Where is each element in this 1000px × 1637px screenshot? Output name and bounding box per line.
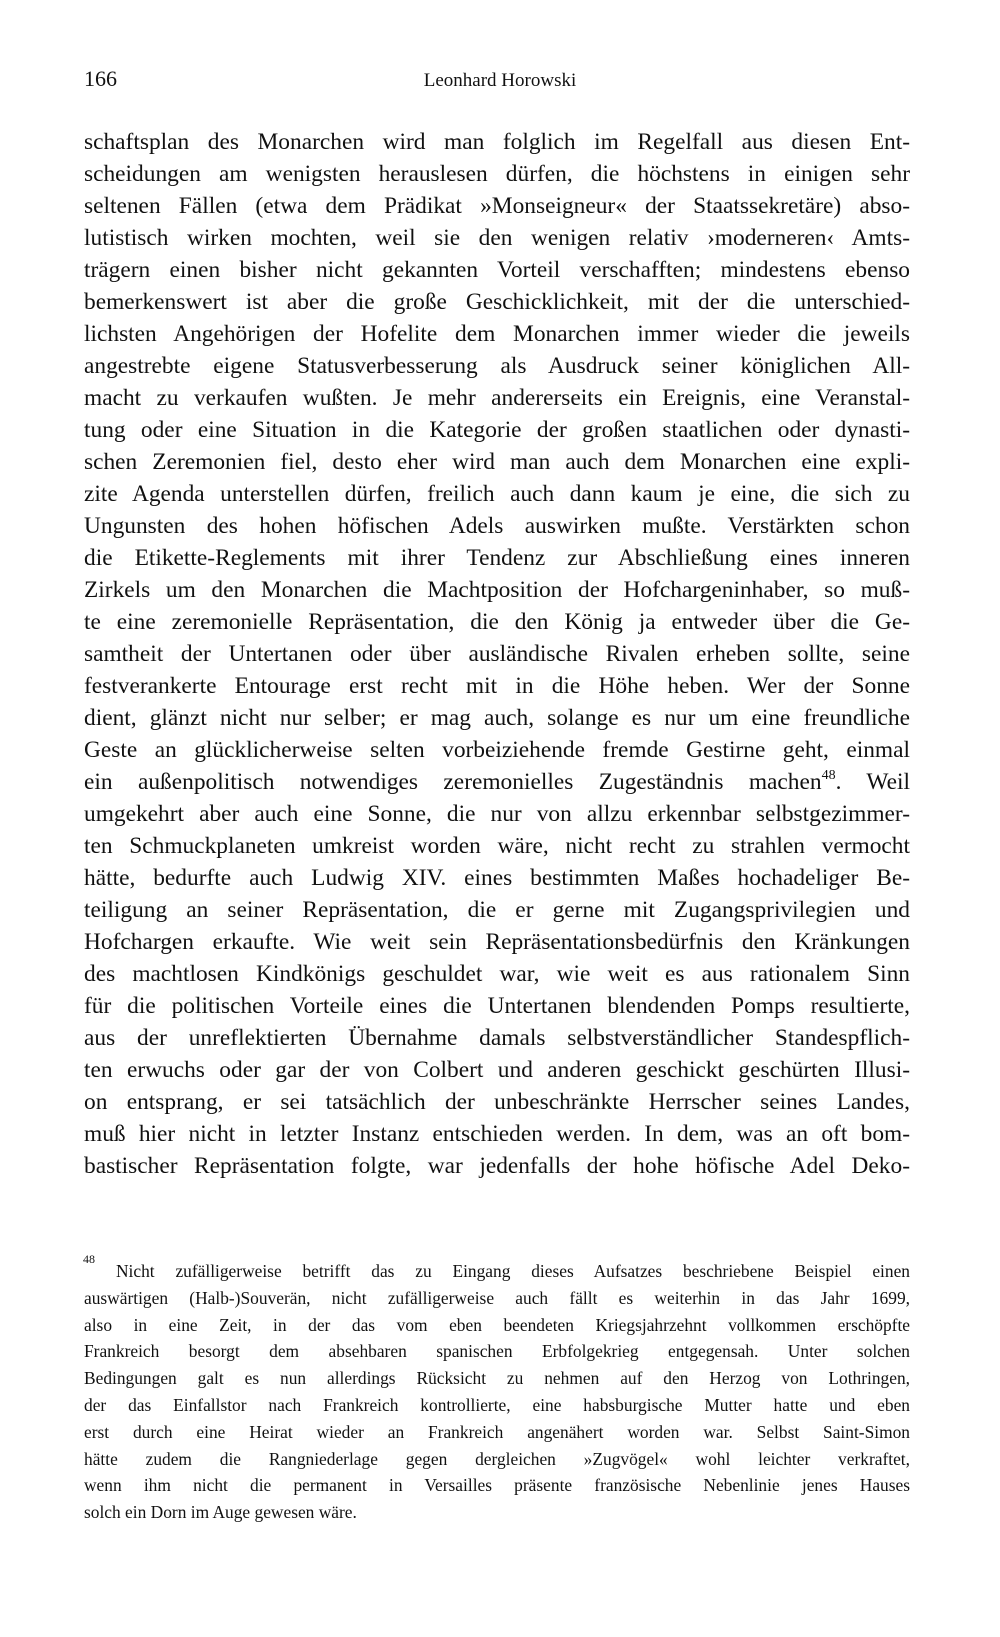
text-line: seltenen Fällen (etwa dem Prädikat »Monseigneur« der Staatssekretäre) abso- — [84, 193, 910, 219]
text-line: aus der unreflektierten Übernahme damals selbstverständlicher Standespflich- — [84, 1025, 910, 1051]
text-line: teiligung an seiner Repräsentation, die er gerne mit Zugangsprivilegien und — [84, 897, 910, 923]
text-line: schaftsplan des Monarchen wird man folglich im Regelfall aus diesen Ent- — [84, 129, 910, 155]
footnote-line: wenn ihm nicht die permanent in Versailles präsente französische Nebenlinie jenes Hauses — [84, 1475, 910, 1496]
text-line-with-note — [84, 766, 910, 798]
text-line: samtheit der Untertanen oder über ausländische Rivalen erheben sollte, seine — [84, 641, 910, 667]
footnote-line: also in eine Zeit, in der das vom eben beendeten Kriegsjahrzehnt vollkommen erschöpfte — [84, 1314, 910, 1335]
text-line: bemerkenswert ist aber die große Geschicklichkeit, mit der die unterschied- — [84, 289, 910, 315]
text-line: ten erwuchs oder gar der von Colbert und anderen geschickt geschürten Illusi- — [84, 1057, 910, 1083]
text-line: schen Zeremonien fiel, desto eher wird man auch dem Monarchen eine expli- — [84, 449, 910, 475]
text-line: zite Agenda unterstellen dürfen, freilich auch dann kaum je eine, die sich zu — [84, 481, 910, 507]
footnote-line: der das Einfallstor nach Frankreich kontrollierte, eine habsburgische Mutter hatte und eben — [84, 1394, 910, 1415]
footnote-line: Frankreich besorgt dem absehbaren spanischen Erbfolgekrieg entgegensah. Unter solchen — [84, 1341, 910, 1362]
text-line: macht zu verkaufen wußten. Je mehr andererseits ein Ereignis, eine Veranstal- — [84, 385, 910, 411]
text-line: Hofchargen erkaufte. Wie weit sein Repräsentationsbedürfnis den Kränkungen — [84, 929, 910, 955]
text-line: on entsprang, er sei tatsächlich der unbeschränkte Herrscher seines Landes, — [84, 1089, 910, 1115]
text-line: ten Schmuckplaneten umkreist worden wäre, nicht recht zu strahlen vermocht — [84, 833, 910, 859]
text-segment: ein außenpolitisch notwendiges zeremonielles Zugeständnis machen — [84, 769, 822, 795]
footnote-line: Bedingungen galt es nun allerdings Rücksicht zu nehmen auf den Herzog von Lothringen, — [84, 1368, 910, 1389]
text-line: Zirkels um den Monarchen die Machtposition der Hofchargeninhaber, so muß- — [84, 577, 910, 603]
main-text — [84, 126, 910, 1182]
text-line: die Etikette-Reglements mit ihrer Tendenz zur Abschließung eines inneren — [84, 545, 910, 571]
page-number: 166 — [84, 66, 117, 91]
text-line: des machtlosen Kindkönigs geschuldet war, wie weit es aus rationalem Sinn — [84, 961, 910, 987]
text-line: trägern einen bisher nicht gekannten Vorteil verschafften; mindestens ebenso — [84, 257, 910, 283]
text-line: bastischer Repräsentation folgte, war jedenfalls der hohe höfische Adel Deko- — [84, 1153, 910, 1179]
footnote-line: erst durch eine Heirat wieder an Frankreich angenähert worden war. Selbst Saint-Simon — [84, 1421, 910, 1442]
footnote-number: 48 — [83, 1252, 95, 1266]
text-line: tung oder eine Situation in die Kategorie der großen staatlichen oder dynasti- — [84, 417, 910, 443]
text-line: Geste an glücklicherweise selten vorbeiziehende fremde Gestirne geht, einmal — [84, 737, 910, 763]
running-head-author: Leonhard Horowski — [423, 70, 577, 91]
footnote-line: hätte zudem die Rangniederlage gegen dergleichen »Zugvögel« wohl leichter verkraftet, — [84, 1448, 910, 1469]
footnote-line: auswärtigen (Halb-)Souverän, nicht zufälligerweise auch fällt es weiterhin in das Jahr 1699, — [84, 1287, 910, 1308]
text-line: festverankerte Entourage erst recht mit in die Höhe heben. Wer der Sonne — [84, 673, 910, 699]
footnote-line: solch ein Dorn im Auge gewesen wäre. — [84, 1502, 357, 1523]
text-line: dient, glänzt nicht nur selber; er mag auch, solange es nur um eine freundliche — [84, 705, 910, 731]
text-line: hätte, bedurfte auch Ludwig XIV. eines bestimmten Maßes hochadeliger Be- — [84, 865, 910, 891]
footnote — [84, 1258, 910, 1526]
footnote-reference: 48 — [821, 768, 836, 783]
text-line: scheidungen am wenigsten herauslesen dürfen, die höchstens in einigen sehr — [84, 161, 910, 187]
text-segment: . Weil — [835, 769, 910, 795]
text-line: te eine zeremonielle Repräsentation, die den König ja entweder über die Ge- — [84, 609, 910, 635]
text-line: muß hier nicht in letzter Instanz entschieden werden. In dem, was an oft bom- — [84, 1121, 910, 1147]
text-line: lichsten Angehörigen der Hofelite dem Monarchen immer wieder die jeweils — [84, 321, 910, 347]
text-line: umgekehrt aber auch eine Sonne, die nur von allzu erkennbar selbstgezimmer- — [84, 801, 910, 827]
footnote-line: Nicht zufälligerweise betrifft das zu Eingang dieses Aufsatzes beschriebene Beispiel einen — [116, 1261, 910, 1281]
text-line: lutistisch wirken mochten, weil sie den wenigen relativ ›moderneren‹ Amts- — [84, 225, 910, 251]
text-line: für die politischen Vorteile eines die Untertanen blendenden Pomps resultierte, — [84, 993, 910, 1019]
text-line: angestrebte eigene Statusverbesserung als Ausdruck seiner königlichen All- — [84, 353, 910, 379]
text-line: Ungunsten des hohen höfischen Adels auswirken mußte. Verstärkten schon — [84, 513, 910, 539]
